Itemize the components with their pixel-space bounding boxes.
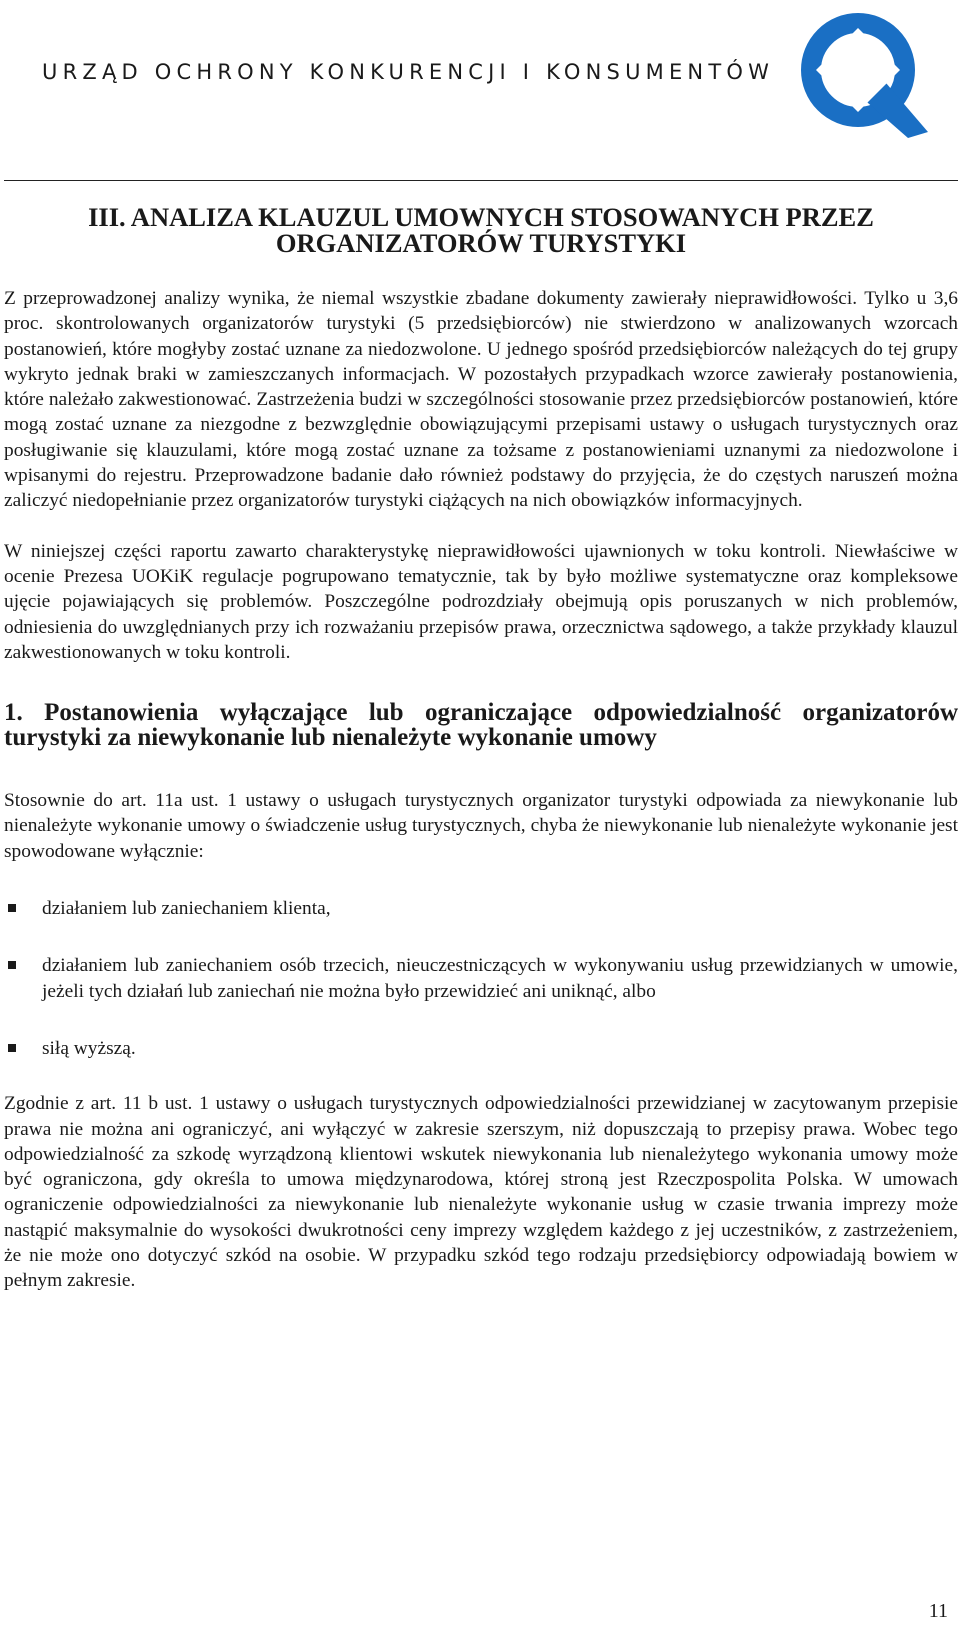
paragraph-art-11a: Stosownie do art. 11a ust. 1 ustawy o usługach turystycznych organizator turystyki odpowiada za niewykonanie lub nienależyte wykonanie umowy o świadczenie usług turystycznych, chyba że niewykonanie lub nienależyte wykonanie jest spowodowane wyłącznie: [4,790,958,862]
list-item [4,1036,958,1061]
subsection-title: 1. Postanowienia wyłączające lub ograniczające odpowiedzialność organizatorów turystyki za niewykonanie lub nienależyte wykonanie umowy [4,699,958,752]
uokik-logo-icon [796,8,936,140]
list-item-text: siłą wyższą. [42,1037,136,1059]
organization-name: URZĄD OCHRONY KONKURENCJI I KONSUMENTÓW [42,60,775,84]
header-divider [4,180,958,181]
section-title: III. ANALIZA KLAUZUL UMOWNYCH STOSOWANYCH PRZEZ ORGANIZATORÓW TURYSTYKI [88,202,874,258]
page-header [0,0,960,182]
square-bullet-icon [8,1044,16,1052]
list-item [4,953,958,1004]
list-item-text: działaniem lub zaniechaniem klienta, [42,898,331,920]
paragraph-intro: Z przeprowadzonej analizy wynika, że niemal wszystkie zbadane dokumenty zawierały nieprawidłowości. Tylko u 3,6 proc. skontrolowanych organizatorów turystyki (5 przedsiębiorców) nie stwierdzono w analizowanych wzorcach postanowień, które mogłyby zostać uznane za niedozwolone. U jednego spośród przedsiębiorców należących do tej grupy wykryto jednak braki w zamieszczanych informacjach. W pozostałych przypadkach wzorce zawierały postanowienia, które należało zakwestionować. Zastrzeżenia budzi w szczególności stosowanie przez przedsiębiorców postanowień, które mogą zostać uznane za niezgodne z bezwzględnie obowiązującymi przepisami ustawy o usługach turystycznych oraz posługiwanie się klauzulami, które mogą zostać uznane za tożsame z postanowieniami uznanymi za niedozwolone i wpisanymi do rejestru. Przeprowadzone badanie dało również podstawy do przyjęcia, że do częstych naruszeń można zaliczyć niedopełnianie przez organizatorów turystyki ciążących na nich obowiązków informacyjnych. [4,288,958,512]
square-bullet-icon [8,904,16,912]
paragraph-art-11b: Zgodnie z art. 11 b ust. 1 ustawy o usługach turystycznych odpowiedzialności przewidzianej w zacytowanym przepisie prawa nie można ani ograniczyć, ani wyłączyć w zakresie szerszym, niż dopuszczają to przepisy prawa. Wobec tego odpowiedzialność za szkodę wyrządzoną klientowi wskutek niewykonania lub nienależytego wykonania umowy może być ograniczona, gdy określa to umowa międzynarodowa, której stroną jest Rzeczpospolita Polska. W umowach ograniczenie odpowiedzialności za niewykonanie lub nienależyte wykonanie usług w czasie trwania imprezy może nastąpić maksymalnie do wysokości dwukrotności ceny imprezy względem każdego z jej uczestników, z zastrzeżeniem, że nie może ono dotyczyć szkód na osobie. W przypadku szkód tego rodzaju przedsiębiorcy odpowiadają bowiem w pełnym zakresie. [4,1093,958,1292]
page-number: 11 [928,1600,948,1622]
document-body [4,200,958,1294]
list-item-text: działaniem lub zaniechaniem osób trzecich, nieuczestniczących w wykonywaniu usług przewidzianych w umowie, jeżeli tych działań lub zaniechań nie można było przewidzieć ani uniknąć, albo [42,955,958,1002]
list-item [4,896,958,921]
exclusion-list [4,896,958,1061]
square-bullet-icon [8,961,16,969]
paragraph-scope: W niniejszej części raportu zawarto charakterystykę nieprawidłowości ujawnionych w toku kontroli. Niewłaściwe w ocenie Prezesa UOKiK regulacje pogrupowano tematycznie, tak by było możliwe systematyczne oraz kompleksowe ujęcie pojawiających się problemów. Poszczególne podrozdziały obejmują opis poruszanych w nich problemów, odniesienia do uwzględnianych przy ich rozważaniu przepisów prawa, orzecznictwa sądowego, a także przykłady klauzul zakwestionowanych w toku kontroli. [4,540,958,663]
